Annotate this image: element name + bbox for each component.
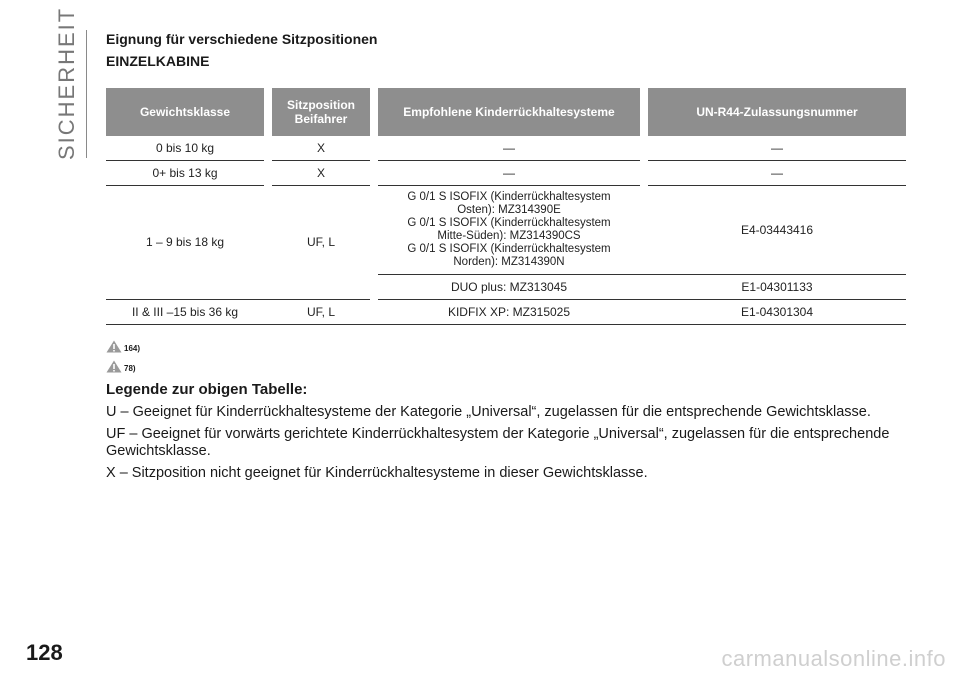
warning-triangle-icon (106, 360, 122, 373)
cell-weight: 1 – 9 bis 18 kg (106, 186, 264, 300)
cell-system: DUO plus: MZ313045 (378, 275, 640, 300)
page-title: Eignung für verschiedene Sitzpositionen (106, 31, 378, 47)
system-line: Mitte-Süden): MZ314390CS (437, 230, 581, 242)
page-content (106, 30, 906, 482)
section-divider (86, 30, 87, 158)
header-weight-class: Gewichtsklasse (106, 88, 264, 136)
warning-reference (106, 339, 906, 353)
cell-seat: UF, L (272, 300, 370, 325)
cell-weight: II & III –15 bis 36 kg (106, 300, 264, 325)
warning-ref-number: 164) (124, 343, 141, 353)
section-side-label: SICHERHEIT (54, 6, 79, 160)
cell-system: KIDFIX XP: MZ315025 (378, 300, 640, 325)
header-seat-line1: Sitzposition (287, 98, 355, 112)
system-line: Osten): MZ314390E (457, 204, 561, 216)
watermark: carmanualsonline.info (721, 646, 946, 671)
header-approval-number: UN-R44-Zulassungsnummer (648, 88, 906, 136)
cell-weight: 0+ bis 13 kg (106, 161, 264, 186)
table-row (106, 186, 906, 275)
header-seat-line2: Beifahrer (294, 112, 348, 126)
header-seat-position (272, 88, 370, 136)
system-line: G 0/1 S ISOFIX (Kinderrückhaltesystem (407, 217, 611, 229)
seat-suitability-table (106, 88, 906, 325)
cell-system: — (378, 136, 640, 161)
system-line: G 0/1 S ISOFIX (Kinderrückhaltesystem (407, 243, 611, 255)
cell-system (378, 186, 640, 275)
table-row (106, 300, 906, 325)
page-subtitle: EINZELKABINE (106, 53, 210, 69)
warning-reference (106, 359, 906, 373)
warning-ref-number: 78) (124, 363, 136, 373)
table-row (106, 161, 906, 186)
legend-item: U – Geeignet für Kinderrückhaltesysteme der Kategorie „Universal“, zugelassen für die entsprechende Gewichtsklasse. (106, 404, 871, 420)
legend-item: UF – Geeignet für vorwärts gerichtete Kinderrückhaltesystem der Kategorie „Universal“, zugelassen für die entsprechende Gewichtsklasse. (106, 426, 890, 459)
system-line: G 0/1 S ISOFIX (Kinderrückhaltesystem (407, 191, 611, 203)
cell-approval: E4-03443416 (648, 186, 906, 275)
table-row (106, 136, 906, 161)
header-recommended-systems: Empfohlene Kinderrückhaltesysteme (378, 88, 640, 136)
legend-heading: Legende zur obigen Tabelle: (106, 381, 308, 398)
cell-approval: E1-04301304 (648, 300, 906, 325)
cell-seat: X (272, 136, 370, 161)
cell-approval: E1-04301133 (648, 275, 906, 300)
cell-weight: 0 bis 10 kg (106, 136, 264, 161)
cell-approval: — (648, 136, 906, 161)
system-line: Norden): MZ314390N (453, 256, 565, 268)
cell-seat: UF, L (272, 186, 370, 300)
cell-system: — (378, 161, 640, 186)
cell-seat: X (272, 161, 370, 186)
cell-approval: — (648, 161, 906, 186)
table-header-row (106, 88, 906, 136)
legend-item: X – Sitzposition nicht geeignet für Kinderrückhaltesysteme in dieser Gewichtsklasse. (106, 465, 648, 481)
page-number: 128 (26, 640, 63, 665)
warning-triangle-icon (106, 340, 122, 353)
